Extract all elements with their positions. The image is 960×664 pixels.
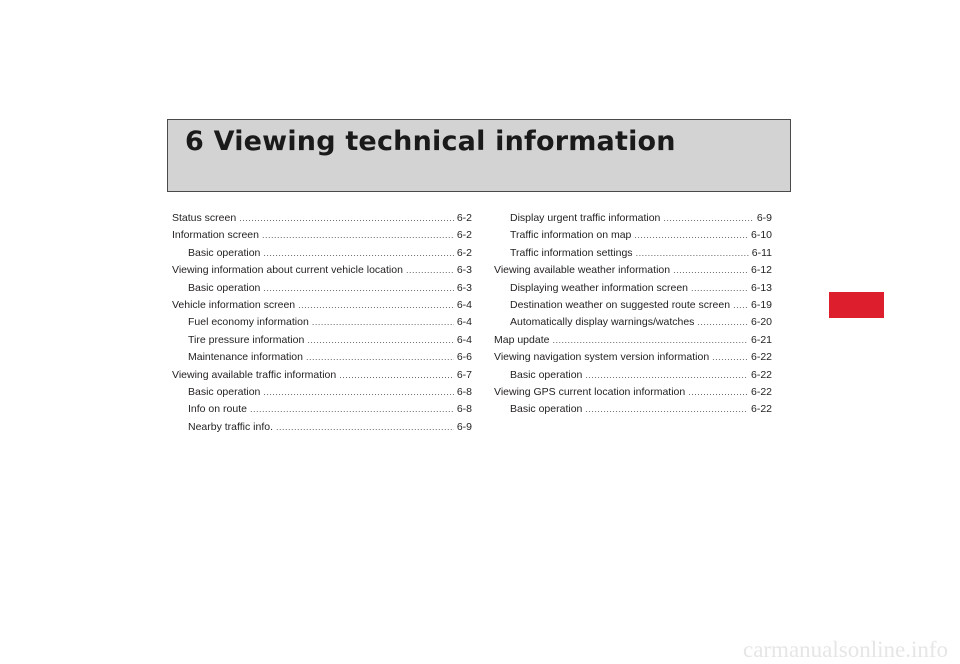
toc-leader-dots [250,401,454,418]
toc-entry-page: 6-10 [750,229,772,242]
toc-entry-label: Basic operation [510,368,583,381]
toc-entry-label: Displaying weather information screen [510,281,689,294]
toc-entry-page: 6-8 [456,403,472,416]
toc-entry[interactable] [172,297,472,314]
toc-entry-page: 6-3 [456,281,472,294]
toc-entry-page: 6-3 [456,264,472,277]
chapter-title-box [167,119,791,192]
toc-entry-page: 6-19 [750,298,772,311]
chapter-side-tab [829,292,884,318]
toc-entry[interactable] [494,314,772,331]
toc-entry[interactable] [494,332,772,349]
toc-entry-label: Viewing available traffic information [172,368,337,381]
toc-leader-dots [552,332,748,349]
toc-entry-page: 6-20 [750,316,772,329]
toc-entry-page: 6-21 [750,333,772,346]
toc-entry[interactable] [172,262,472,279]
toc-leader-dots [406,262,454,279]
toc-entry-label: Traffic information settings [510,246,633,259]
toc-entry[interactable] [172,280,472,297]
toc-entry-label: Viewing information about current vehicle location [172,264,403,277]
toc-entry[interactable] [494,349,772,366]
toc-entry[interactable] [172,349,472,366]
toc-entry[interactable] [172,314,472,331]
toc-entry[interactable] [494,384,772,401]
toc-entry-label: Basic operation [188,281,261,294]
toc-leader-dots [312,314,454,331]
toc-left-column [172,210,472,436]
toc-entry-label: Destination weather on suggested route screen [510,298,731,311]
toc-leader-dots [673,262,748,279]
toc-leader-dots [712,349,748,366]
toc-leader-dots [306,349,454,366]
toc-entry-page: 6-4 [456,333,472,346]
toc-entry-page: 6-22 [750,368,772,381]
toc-leader-dots [585,367,748,384]
toc-entry-page: 6-2 [456,229,472,242]
toc-entry-label: Vehicle information screen [172,298,296,311]
toc-entry-label: Info on route [188,403,247,416]
toc-entry-page: 6-12 [750,264,772,277]
toc-entry-label: Automatically display warnings/watches [510,316,695,329]
toc-leader-dots [263,384,453,401]
toc-entry[interactable] [172,367,472,384]
toc-right-column [494,210,772,419]
toc-leader-dots [239,210,454,227]
toc-leader-dots [263,245,453,262]
toc-entry-label: Basic operation [188,385,261,398]
toc-entry[interactable] [494,401,772,418]
toc-entry-page: 6-9 [756,212,772,224]
toc-entry[interactable] [494,227,772,244]
toc-entry-page: 6-7 [456,368,472,381]
toc-entry[interactable] [172,384,472,401]
toc-entry[interactable] [494,262,772,279]
toc-leader-dots [276,419,454,436]
toc-entry-label: Fuel economy information [188,316,309,329]
toc-entry-label: Traffic information on map [510,229,632,242]
toc-entry-page: 6-11 [751,246,772,259]
toc-entry-page: 6-9 [456,420,472,433]
toc-leader-dots [262,227,454,244]
toc-entry[interactable] [494,245,772,262]
toc-leader-dots [697,314,748,331]
chapter-title: 6 Viewing technical information [185,126,676,157]
toc-entry-page: 6-2 [456,212,472,224]
toc-entry-label: Basic operation [188,246,261,259]
toc-leader-dots [733,297,748,314]
toc-entry-label: Maintenance information [188,351,303,364]
toc-entry-label: Display urgent traffic information [510,212,661,224]
toc-entry-page: 6-13 [750,281,772,294]
toc-leader-dots [339,367,454,384]
toc-entry[interactable] [172,245,472,262]
toc-leader-dots [636,245,749,262]
toc-entry-page: 6-22 [750,351,772,364]
toc-leader-dots [298,297,454,314]
toc-entry[interactable] [494,297,772,314]
toc-entry-label: Nearby traffic info. [188,420,274,433]
toc-leader-dots [263,280,453,297]
watermark-footer: carmanualsonline.info [742,637,948,662]
toc-entry-page: 6-6 [456,351,472,364]
toc-entry-page: 6-22 [750,385,772,398]
toc-entry-label: Basic operation [510,403,583,416]
toc-entry-page: 6-22 [750,403,772,416]
toc-entry-label: Viewing available weather information [494,264,671,277]
toc-leader-dots [663,210,753,227]
toc-entry-label: Map update [494,333,550,346]
toc-entry-label: Status screen [172,212,237,224]
toc-leader-dots [307,332,453,349]
toc-entry[interactable] [172,332,472,349]
toc-entry-label: Viewing navigation system version information [494,351,710,364]
toc-entry-label: Viewing GPS current location information [494,385,686,398]
toc-leader-dots [634,227,748,244]
toc-entry[interactable] [172,401,472,418]
toc-entry-label: Information screen [172,229,259,242]
toc-leader-dots [691,280,748,297]
toc-entry[interactable] [494,210,772,227]
toc-entry-label: Tire pressure information [188,333,305,346]
toc-entry[interactable] [172,419,472,436]
toc-entry-page: 6-4 [456,316,472,329]
toc-entry[interactable] [172,210,472,227]
toc-entry[interactable] [172,227,472,244]
toc-entry-page: 6-4 [456,298,472,311]
toc-entry[interactable] [494,280,772,297]
toc-entry-page: 6-8 [456,385,472,398]
toc-entry[interactable] [494,367,772,384]
toc-leader-dots [688,384,748,401]
toc-entry-page: 6-2 [456,246,472,259]
toc-leader-dots [585,401,748,418]
